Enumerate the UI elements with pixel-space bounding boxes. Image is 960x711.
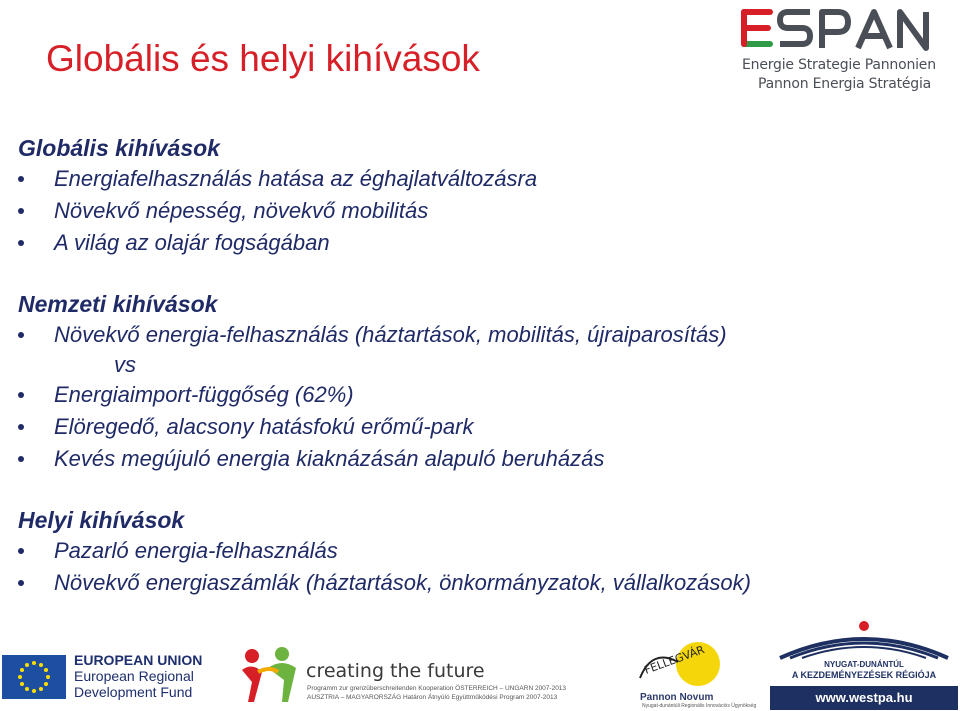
section-global: [18, 133, 938, 259]
list-item-text: Kevés megújuló energia kiaknázásán alapuló beruházás: [54, 446, 605, 471]
list-item: [18, 319, 938, 351]
bullet-icon: [18, 580, 24, 586]
bullet-icon: [18, 332, 24, 338]
ctf-program-de: Programm zur grenzüberschreitenden Kooperation ÖSTERREICH – UNGARN 2007-2013: [307, 685, 567, 692]
section-heading-national: Nemzeti kihívások: [18, 291, 218, 317]
list-item: [18, 411, 938, 443]
espan-logo: [738, 4, 938, 96]
list-item-text: Elöregedő, alacsony hatásfokú erőmű-park: [54, 414, 474, 439]
bullet-icon: [18, 456, 24, 462]
list-item: [18, 195, 938, 227]
section-heading-global: Globális kihívások: [18, 135, 220, 161]
eu-label-line: EUROPEAN UNION: [74, 652, 203, 668]
pannon-novum-badge-text: FELLEGVÁR: [642, 643, 707, 677]
westpa-url: www.westpa.hu: [770, 686, 958, 710]
pannon-novum-bulb-icon: [632, 638, 724, 698]
list-item: [18, 535, 938, 567]
section-heading-local: Helyi kihívások: [18, 507, 185, 533]
list-item-text: Növekvő energiaszámlák (háztartások, önkormányzatok, vállalkozások): [54, 570, 751, 595]
bullet-icon: [18, 392, 24, 398]
footer-logos: [0, 618, 960, 711]
ctf-program-hu: AUSZTRIA – MAGYARORSZÁG Határon Átnyúló Együttműködési Program 2007-2013: [307, 694, 558, 701]
spacer: [18, 259, 938, 289]
creating-the-future-title: creating the future: [306, 660, 485, 682]
slide-content: [18, 133, 938, 599]
section-national: [18, 289, 938, 475]
creating-the-future-figures-icon: [238, 642, 302, 706]
list-item: [18, 163, 938, 195]
eu-label: [74, 652, 202, 700]
list-item: [18, 443, 938, 475]
list-item-text: Energiafelhasználás hatása az éghajlatváltozásra: [54, 166, 538, 191]
espan-wordmark-icon: [738, 4, 934, 56]
list-item-text: Energiaimport-függőség (62%): [54, 382, 354, 407]
list-item: [18, 567, 938, 599]
bullet-icon: [18, 176, 24, 182]
nyugat-dunantul-arcs-icon: [770, 620, 958, 660]
spacer: [18, 475, 938, 505]
pannon-novum-name: Pannon Novum: [640, 692, 714, 703]
list-item-text: vs: [114, 352, 136, 377]
espan-tagline-hu: Pannon Energia Stratégia: [758, 76, 932, 92]
list-item-text: Növekvő energia-felhasználás (háztartások, mobilitás, újraiparosítás): [54, 322, 727, 347]
bullet-icon: [18, 548, 24, 554]
bullet-list-local: [18, 535, 938, 599]
nyugat-dunantul-line2: A KEZDEMÉNYEZÉSEK RÉGIÓJA: [791, 670, 937, 680]
list-item: [18, 227, 938, 259]
eu-flag-icon: [2, 655, 66, 699]
list-item: [18, 379, 938, 411]
nyugat-dunantul-logo: [770, 620, 958, 710]
slide-title: Globális és helyi kihívások: [46, 38, 480, 79]
eu-label-line: European Regional: [74, 668, 194, 684]
list-item-text: Pazarló energia-felhasználás: [54, 538, 338, 563]
list-item-text: Növekvő népesség, növekvő mobilitás: [54, 198, 429, 223]
list-item-text: A világ az olajár fogságában: [54, 230, 330, 255]
espan-tagline-de: Energie Strategie Pannonien: [742, 57, 936, 73]
list-item-vs: [18, 351, 938, 379]
bullet-list-national: [18, 319, 938, 475]
bullet-list-global: [18, 163, 938, 259]
bullet-icon: [18, 208, 24, 214]
eu-label-line: Development Fund: [74, 684, 193, 700]
bullet-icon: [18, 424, 24, 430]
bullet-icon: [18, 240, 24, 246]
pannon-novum-sub: Nyugat-dunántúli Regionális Innovációs Ügynökség: [642, 703, 757, 709]
nyugat-dunantul-line1: NYUGAT-DUNÁNTÚL: [824, 660, 904, 669]
section-local: [18, 505, 938, 599]
